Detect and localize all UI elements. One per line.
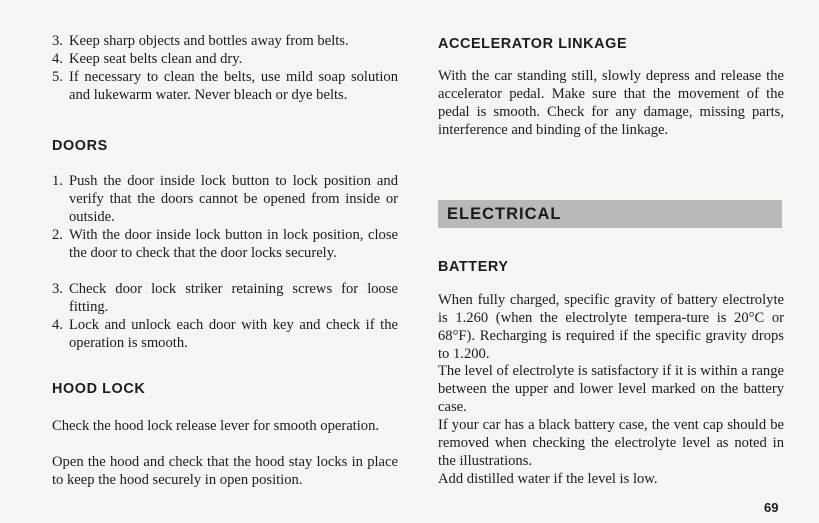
belts-item-5	[52, 69, 398, 105]
hood-lock-paragraph-1: Check the hood lock release lever for smooth operation.	[52, 418, 380, 434]
accelerator-heading: ACCELERATOR LINKAGE	[438, 36, 628, 52]
list-number: 3.	[52, 33, 63, 49]
list-number: 3.	[52, 281, 63, 297]
list-text: Lock and unlock each door with key and check if the operation is smooth.	[69, 317, 398, 351]
belts-item-4	[52, 51, 398, 69]
electrical-banner-title: ELECTRICAL	[447, 205, 562, 223]
list-text: Keep seat belts clean and dry.	[69, 51, 243, 67]
list-number: 4.	[52, 317, 63, 333]
battery-paragraph-1: When fully charged, specific gravity of battery electrolyte is 1.260 (when the electrolyte tempera-ture is 20°C or 68°F). Recharging is required if the specific gravity drops to 1.200.	[438, 292, 784, 362]
hood-lock-heading: HOOD LOCK	[52, 381, 146, 397]
battery-paragraph-2: The level of electrolyte is satisfactory if it is within a range between the upper and lower level marked on the battery case.	[438, 363, 784, 415]
list-text: If necessary to clean the belts, use mild soap solution and lukewarm water. Never bleach or dye belts.	[69, 69, 398, 103]
battery-heading: BATTERY	[438, 259, 509, 275]
list-text: Check door lock striker retaining screws for loose fitting.	[69, 281, 398, 315]
list-number: 5.	[52, 69, 63, 85]
list-text: With the door inside lock button in lock position, close the door to check that the door locks securely.	[69, 227, 398, 261]
page-number: 69	[764, 500, 779, 515]
doors-item-4	[52, 317, 398, 353]
hood-lock-paragraph-2: Open the hood and check that the hood stay locks in place to keep the hood securely in open position.	[52, 454, 398, 488]
list-number: 1.	[52, 173, 63, 189]
battery-paragraph-3: If your car has a black battery case, the vent cap should be removed when checking the electrolyte level as noted in the illustrations.	[438, 417, 784, 469]
list-text: Keep sharp objects and bottles away from belts.	[69, 33, 349, 49]
list-number: 4.	[52, 51, 63, 67]
doors-heading: DOORS	[52, 138, 108, 154]
battery-paragraph-4: Add distilled water if the level is low.	[438, 471, 658, 487]
doors-item-2	[52, 227, 398, 263]
accelerator-paragraph: With the car standing still, slowly depress and release the accelerator pedal. Make sure that the movement of the pedal is smooth. Check for any damage, missing parts, interference and binding of the linkage.	[438, 68, 784, 138]
doors-item-3	[52, 281, 398, 317]
doors-item-1	[52, 173, 398, 227]
list-number: 2.	[52, 227, 63, 243]
list-text: Push the door inside lock button to lock position and verify that the doors cannot be opened from inside or outside.	[69, 173, 398, 225]
belts-item-3	[52, 33, 398, 51]
electrical-banner	[438, 200, 782, 228]
